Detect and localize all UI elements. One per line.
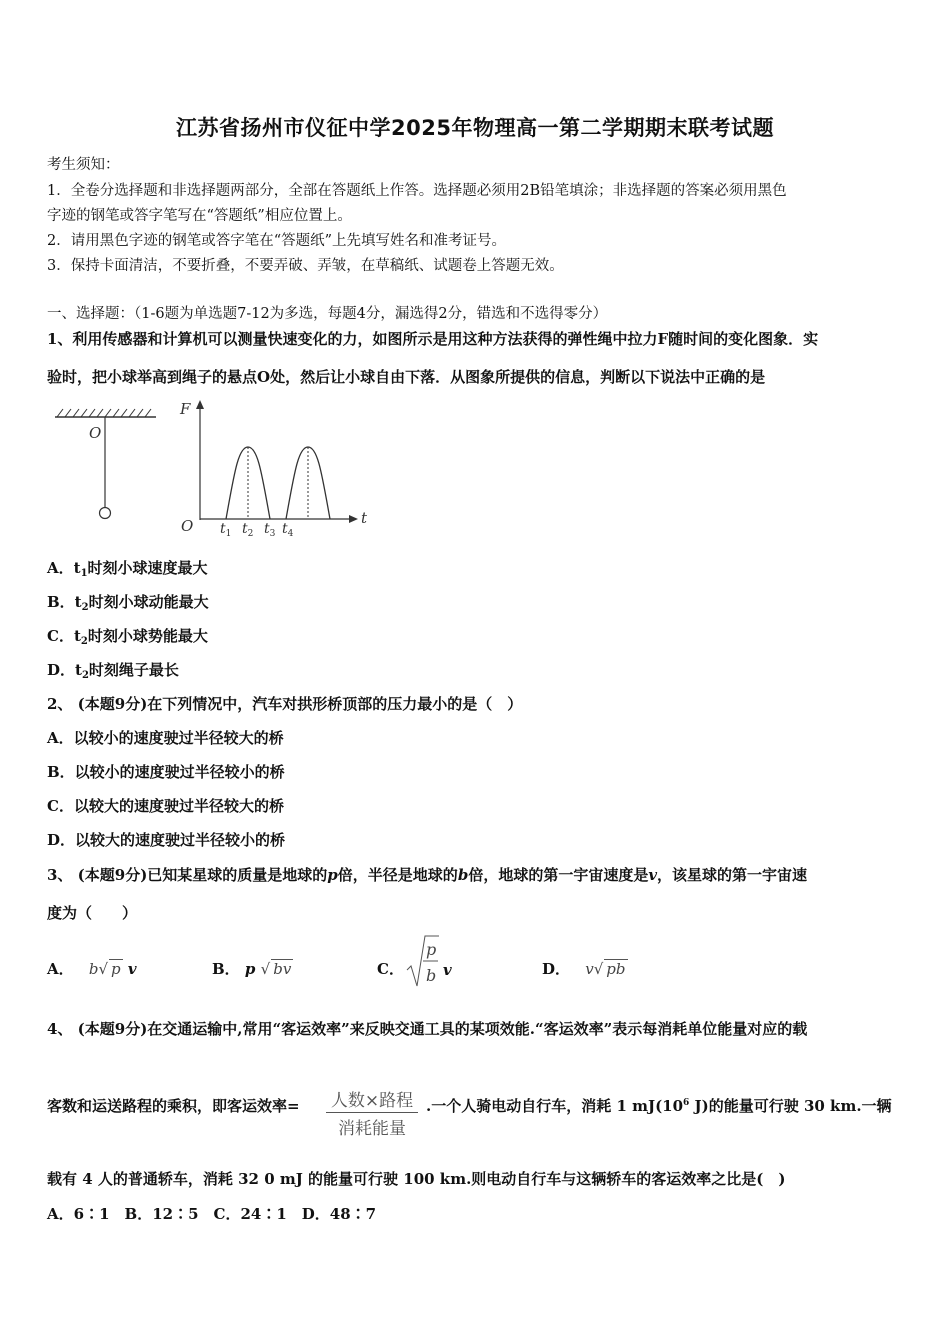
q1-stem-line1: 1、利用传感器和计算机可以测量快速变化的力，如图所示是用这种方法获得的弹性绳中拉力F随时间的变化图象．实	[47, 330, 819, 348]
q3-stem-line2: 度为（ ）	[47, 904, 138, 922]
q3-option-c-tail: v	[443, 961, 452, 979]
q1-option-d: D．$t_2$时刻绳子最长	[47, 661, 179, 681]
q1-figure	[50, 395, 370, 540]
q3-option-c-num: p	[426, 940, 437, 959]
notice-line-3: 3．保持卡面清洁，不要折叠，不要弄破、弄皱，在草稿纸、试题卷上答题无效。	[47, 258, 564, 274]
q3-option-c: C．	[377, 960, 404, 978]
notice-line-1b: 字迹的钢笔或答字笔写在“答题纸”相应位置上。	[47, 208, 352, 224]
q4-stem-line2b: .一个人骑电动自行车，消耗 1 $mJ(10^6$ J)的能量可行驶 30 km.一辆	[426, 1097, 892, 1115]
t1-label: $t_1$	[220, 521, 232, 539]
q1-option-c: C．$t_2$时刻小球势能最大	[47, 627, 208, 647]
q1-option-a: A．$t_1$时刻小球速度最大	[47, 559, 208, 579]
q2-option-a: A．以较小的速度驶过半径较大的桥	[47, 729, 284, 747]
t3-label: $t_3$	[264, 521, 276, 539]
notice-line-1a: 1．全卷分选择题和非选择题两部分，全部在答题纸上作答。选择题必须用2B铅笔填涂；非选择题的答案必须用黑色	[47, 183, 787, 199]
q3-option-c-fraction	[405, 934, 465, 998]
q3-option-c-radical	[405, 934, 465, 994]
x-axis-arrow	[349, 515, 358, 523]
q2-stem: 2、 (本题9分)在下列情况中，汽车对拱形桥顶部的压力最小的是（ ）	[47, 695, 523, 713]
q3-option-b: B． p √ bv	[212, 960, 292, 978]
q1-stem-line2: 验时，把小球举高到绳子的悬点O处，然后让小球自由下落．从图象所提供的信息，判断以下说法中正确的是	[47, 368, 766, 386]
q4-frac-denominator: 消耗能量	[338, 1119, 406, 1139]
q3-option-d: D． v√ pb	[542, 960, 626, 978]
q4-stem-line2a: 客数和运送路程的乘积，即客运效率=	[47, 1097, 300, 1115]
page-title: 江苏省扬州市仪征中学2025年物理高一第二学期期末联考试题	[176, 116, 774, 140]
q2-option-d: D．以较大的速度驶过半径较小的桥	[47, 831, 286, 849]
q4-options: A．6∶1 B．12∶5 C．24∶1 D．48∶7	[47, 1205, 377, 1223]
q4-efficiency-fraction	[324, 1086, 420, 1139]
notice-line-2: 2．请用黑色字迹的钢笔或答字笔在“答题纸”上先填写姓名和准考证号。	[47, 233, 507, 249]
y-axis-arrow	[196, 400, 204, 409]
q4-frac-bar	[326, 1112, 418, 1113]
ball	[100, 508, 111, 519]
origin-label: O	[181, 517, 194, 535]
pivot-label: O	[89, 424, 102, 442]
t4-label: $t_4$	[282, 521, 294, 539]
q4-stem-line1: 4、 (本题9分)在交通运输中,常用“客运效率”来反映交通工具的某项效能.“客运效率”表示每消耗单位能量对应的载	[47, 1020, 808, 1038]
t2-label: $t_2$	[242, 521, 254, 539]
q3-option-c-den: b	[426, 966, 437, 985]
x-axis-label: t	[361, 509, 368, 527]
notice-heading: 考生须知：	[47, 157, 120, 173]
section-heading: 一、选择题：（1-6题为单选题7-12为多选，每题4分，漏选得2分，错选和不选得零分）	[47, 306, 608, 322]
q4-stem-line3: 载有 4 人的普通轿车，消耗 32 0 mJ 的能量可行驶 100 km.则电动自行车与这辆轿车的客运效率之比是( )	[47, 1170, 786, 1188]
q3-option-a: A． b√ p v	[47, 960, 137, 978]
q2-option-b: B．以较小的速度驶过半径较小的桥	[47, 763, 285, 781]
y-axis-label: F	[180, 400, 191, 418]
q2-option-c: C．以较大的速度驶过半径较大的桥	[47, 797, 284, 815]
q3-stem-line1: 3、 (本题9分)已知某星球的质量是地球的p倍，半径是地球的b倍，地球的第一宇宙速度是v，该星球的第一宇宙速	[47, 866, 808, 884]
ceiling-hatching	[57, 409, 151, 417]
q4-frac-numerator: 人数×路程	[330, 1091, 414, 1111]
q1-option-b: B．$t_2$时刻小球动能最大	[47, 593, 209, 613]
